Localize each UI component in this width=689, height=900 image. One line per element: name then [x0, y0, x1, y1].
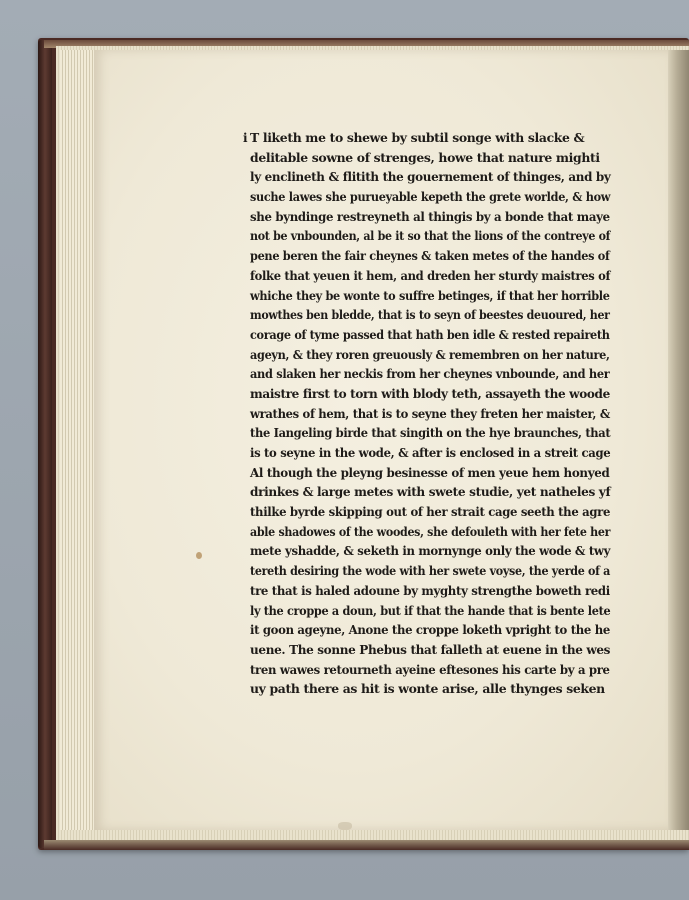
- text-line: suche lawes she purueyable kepeth the grete worlde, & how: [250, 189, 611, 205]
- text-line: tre that is haled adoune by myghty strengthe boweth redi: [250, 582, 610, 598]
- text-line: corage of tyme passed that hath ben idle & rested repaireth: [250, 326, 610, 342]
- text-line: uene. The sonne Phebus that falleth at euene in the wes: [250, 641, 611, 657]
- text-line: mete yshadde, & seketh in mornynge only the wode & twy: [250, 543, 611, 559]
- page-stain: [196, 552, 202, 559]
- book-spine-edge: [38, 40, 52, 848]
- text-line: the Iangeling birde that singith on the hye braunches, that: [250, 425, 611, 441]
- text-line: not be vnbounden, al be it so that the lions of the contreye of: [250, 228, 611, 244]
- text-line: and slaken her neckis from her cheynes vnbounde, and her: [250, 366, 610, 382]
- page-gutter: [668, 50, 689, 830]
- text-line: Al though the pleyng besinesse of men yeue hem honyed: [250, 464, 610, 480]
- book-foot-edge: [44, 840, 689, 850]
- text-line: uy path there as hit is wonte arise, alle thynges seken: [250, 681, 605, 697]
- page-fore-edge: [60, 50, 94, 830]
- signature-mark: i: [243, 131, 248, 145]
- text-line: tereth desiring the wode with her swete voyse, the yerde of a: [250, 563, 611, 579]
- text-line: it goon ageyne, Anone the croppe loketh vpright to the he: [250, 622, 610, 638]
- text-line: maistre first to torn with blody teth, assayeth the woode: [250, 385, 610, 401]
- text-block: [250, 128, 610, 699]
- text-line: wrathes of hem, that is to seyne they freten her maister, &: [250, 405, 610, 421]
- text-line: ly the croppe a doun, but if that the hande that is bente lete: [250, 602, 611, 618]
- text-line: folke that yeuen it hem, and dreden her sturdy maistres of: [250, 267, 611, 283]
- text-line: mowthes ben bledde, that is to seyn of beestes deuoured, her: [250, 307, 610, 323]
- text-line: T liketh me to shewe by subtil songe with slacke &: [250, 130, 585, 145]
- text-line: whiche they be wonte to suffre betinges, if that her horrible: [250, 287, 610, 303]
- text-line: thilke byrde skipping out of her strait cage seeth the agre: [250, 504, 611, 520]
- text-line: delitable sowne of strenges, howe that nature mighti: [250, 149, 600, 165]
- text-line: able shadowes of the woodes, she defouleth with her fete her: [250, 523, 611, 539]
- text-line: ly enclineth & flitith the gouernement of thinges, and by: [250, 169, 611, 185]
- text-line: ageyn, & they roren greuously & remembren on her nature,: [250, 346, 610, 362]
- text-line: she byndinge restreyneth al thingis by a bonde that maye: [250, 208, 610, 224]
- text-line: drinkes & large metes with swete studie, yet natheles yf: [250, 484, 611, 500]
- text-line: is to seyne in the wode, & after is enclosed in a streit cage: [250, 445, 611, 460]
- text-line: tren wawes retourneth ayeine eftesones his carte by a pre: [250, 661, 610, 677]
- page-mark: [338, 822, 352, 830]
- text-line: pene beren the fair cheynes & taken metes of the handes of: [250, 248, 610, 264]
